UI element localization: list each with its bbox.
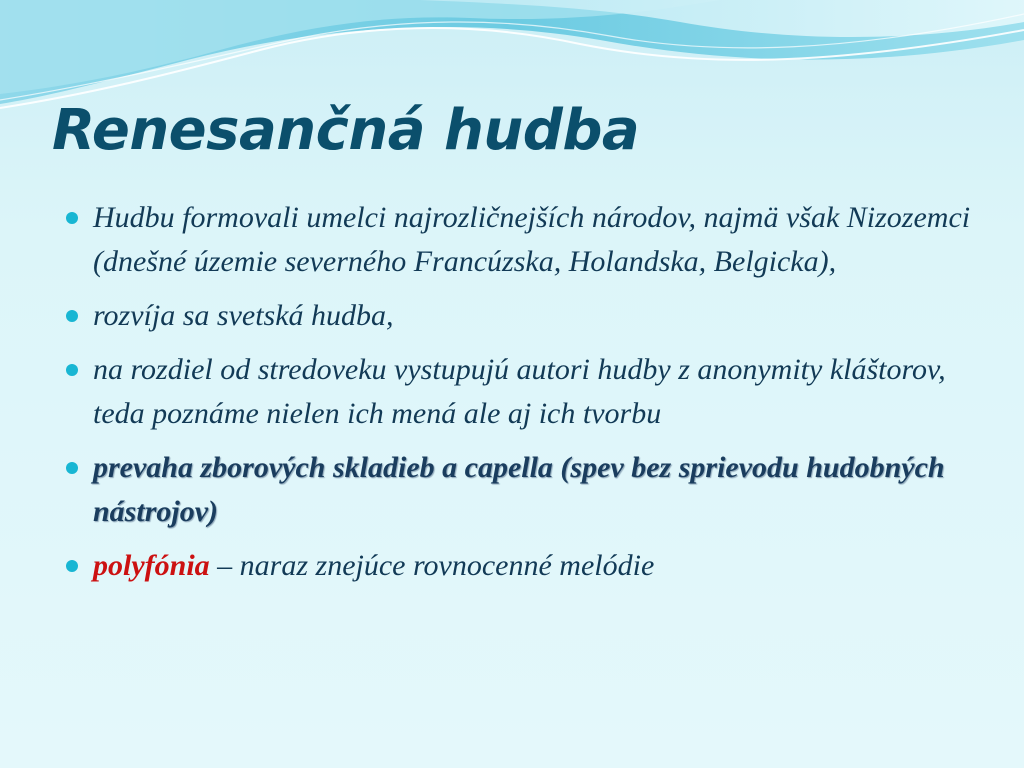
bullet-icon <box>66 462 78 474</box>
bullet-icon <box>66 212 78 224</box>
bullet-text: Hudbu formovali umelci najrozličnejších národov, najmä však Nizozemci (dnešné územie severného Francúzska, Holandska, Belgicka), <box>93 201 971 278</box>
bullet-icon <box>66 310 78 322</box>
bullet-item-4 <box>62 446 982 534</box>
bullet-icon <box>66 560 78 572</box>
bullet-item-5 <box>62 544 982 588</box>
bullet-text: – naraz znejúce rovnocenné melódie <box>209 549 655 582</box>
slide-title: Renesančná hudba <box>52 98 640 163</box>
bullet-text: na rozdiel od stredoveku vystupujú autori hudby z anonymity kláštorov, teda poznáme nielen ich mená ale aj ich tvorbu <box>93 353 946 430</box>
highlighted-term: polyfónia <box>93 549 210 582</box>
bullet-item-3 <box>62 348 982 436</box>
bullet-text: prevaha zborových skladieb a capella (spev bez sprievodu hudobných nástrojov) <box>93 451 945 528</box>
bullet-icon <box>66 364 78 376</box>
bullet-list <box>62 196 982 598</box>
bullet-text: rozvíja sa svetská hudba, <box>93 299 394 332</box>
bullet-item-1 <box>62 196 982 284</box>
bullet-item-2 <box>62 294 982 338</box>
